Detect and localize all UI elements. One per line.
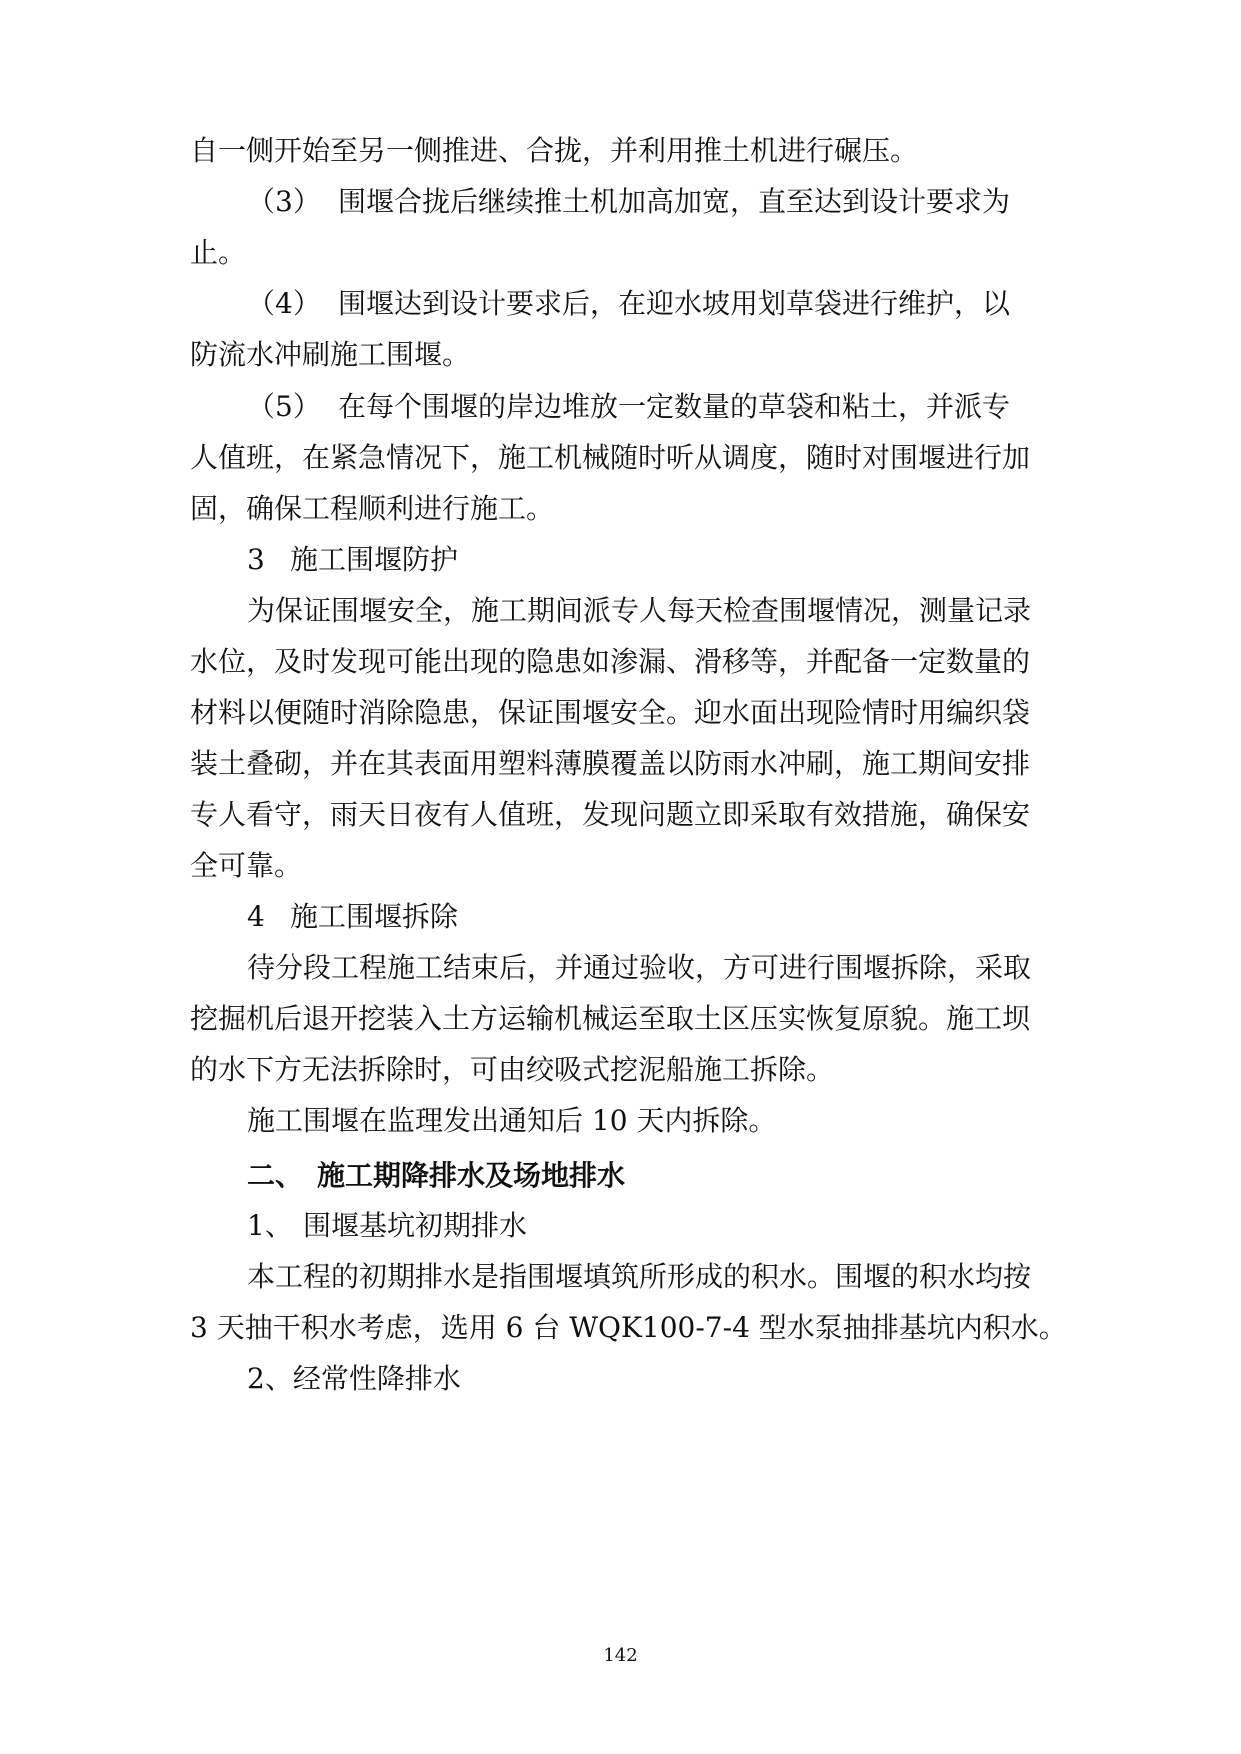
chapter-heading (247, 1156, 625, 1196)
heading-text: 施工围堰拆除 (290, 900, 459, 933)
item-number: （4） (247, 287, 321, 320)
text-line: 水位，及时发现可能出现的隐患如渗漏、滑移等，并配备一定数量的 (190, 645, 1031, 678)
text-line: 施工围堰在监理发出通知后 10 天内拆除。 (247, 1104, 777, 1137)
list-item (247, 387, 1010, 427)
heading-number: 二、 (247, 1159, 304, 1192)
list-item (247, 284, 1010, 324)
text-line: 待分段工程施工结束后，并通过验收，方可进行围堰拆除，采取 (247, 951, 1032, 984)
section-heading (247, 1206, 527, 1246)
item-text: 围堰合拢后继续推土机加高加宽，直至达到设计要求为 (338, 185, 1011, 218)
item-text: 在每个围堰的岸边堆放一定数量的草袋和粘土，并派专 (338, 390, 1011, 423)
text-line: 专人看守，雨天日夜有人值班，发现问题立即采取有效措施，确保安 (190, 798, 1031, 831)
page-number: 142 (603, 1645, 638, 1666)
text-line: 3 天抽干积水考虑，选用 6 台 WQK100-7-4 型水泵抽排基坑内积水。 (190, 1311, 1067, 1344)
heading-number: 1、 (247, 1209, 293, 1242)
section-heading (247, 540, 458, 580)
text-line: 的水下方无法拆除时，可由绞吸式挖泥船施工拆除。 (190, 1053, 835, 1086)
text-line: 自一侧开始至另一侧推进、合拢，并利用推土机进行碾压。 (190, 134, 919, 167)
text-line: 防流水冲刷施工围堰。 (190, 338, 471, 371)
heading-text: 施工围堰防护 (290, 543, 459, 576)
text-line: 人值班，在紧急情况下，施工机械随时听从调度，随时对围堰进行加 (190, 441, 1031, 474)
list-item (247, 182, 1010, 222)
item-number: （3） (247, 185, 321, 218)
text-line: 本工程的初期排水是指围堰填筑所形成的积水。围堰的积水均按 (247, 1260, 1032, 1293)
text-line: 装土叠砌，并在其表面用塑料薄膜覆盖以防雨水冲刷，施工期间安排 (190, 747, 1031, 780)
text-line: 材料以便随时消除隐患，保证围堰安全。迎水面出现险情时用编织袋 (190, 696, 1031, 729)
item-text: 围堰达到设计要求后，在迎水坡用划草袋进行维护，以 (338, 287, 1011, 320)
section-heading: 2、经常性降排水 (247, 1362, 461, 1395)
section-heading (247, 897, 458, 937)
text-line: 为保证围堰安全，施工期间派专人每天检查围堰情况，测量记录 (247, 594, 1032, 627)
heading-number: 3 (247, 543, 265, 576)
text-line: 挖掘机后退开挖装入土方运输机械运至取土区压实恢复原貌。施工坝 (190, 1002, 1031, 1035)
heading-text: 围堰基坑初期排水 (303, 1209, 528, 1242)
text-line: 全可靠。 (190, 849, 303, 882)
heading-text: 施工期降排水及场地排水 (317, 1159, 626, 1192)
text-line: 止。 (190, 236, 247, 269)
text-line: 固，确保工程顺利进行施工。 (190, 492, 555, 525)
item-number: （5） (247, 390, 321, 423)
heading-number: 4 (247, 900, 265, 933)
